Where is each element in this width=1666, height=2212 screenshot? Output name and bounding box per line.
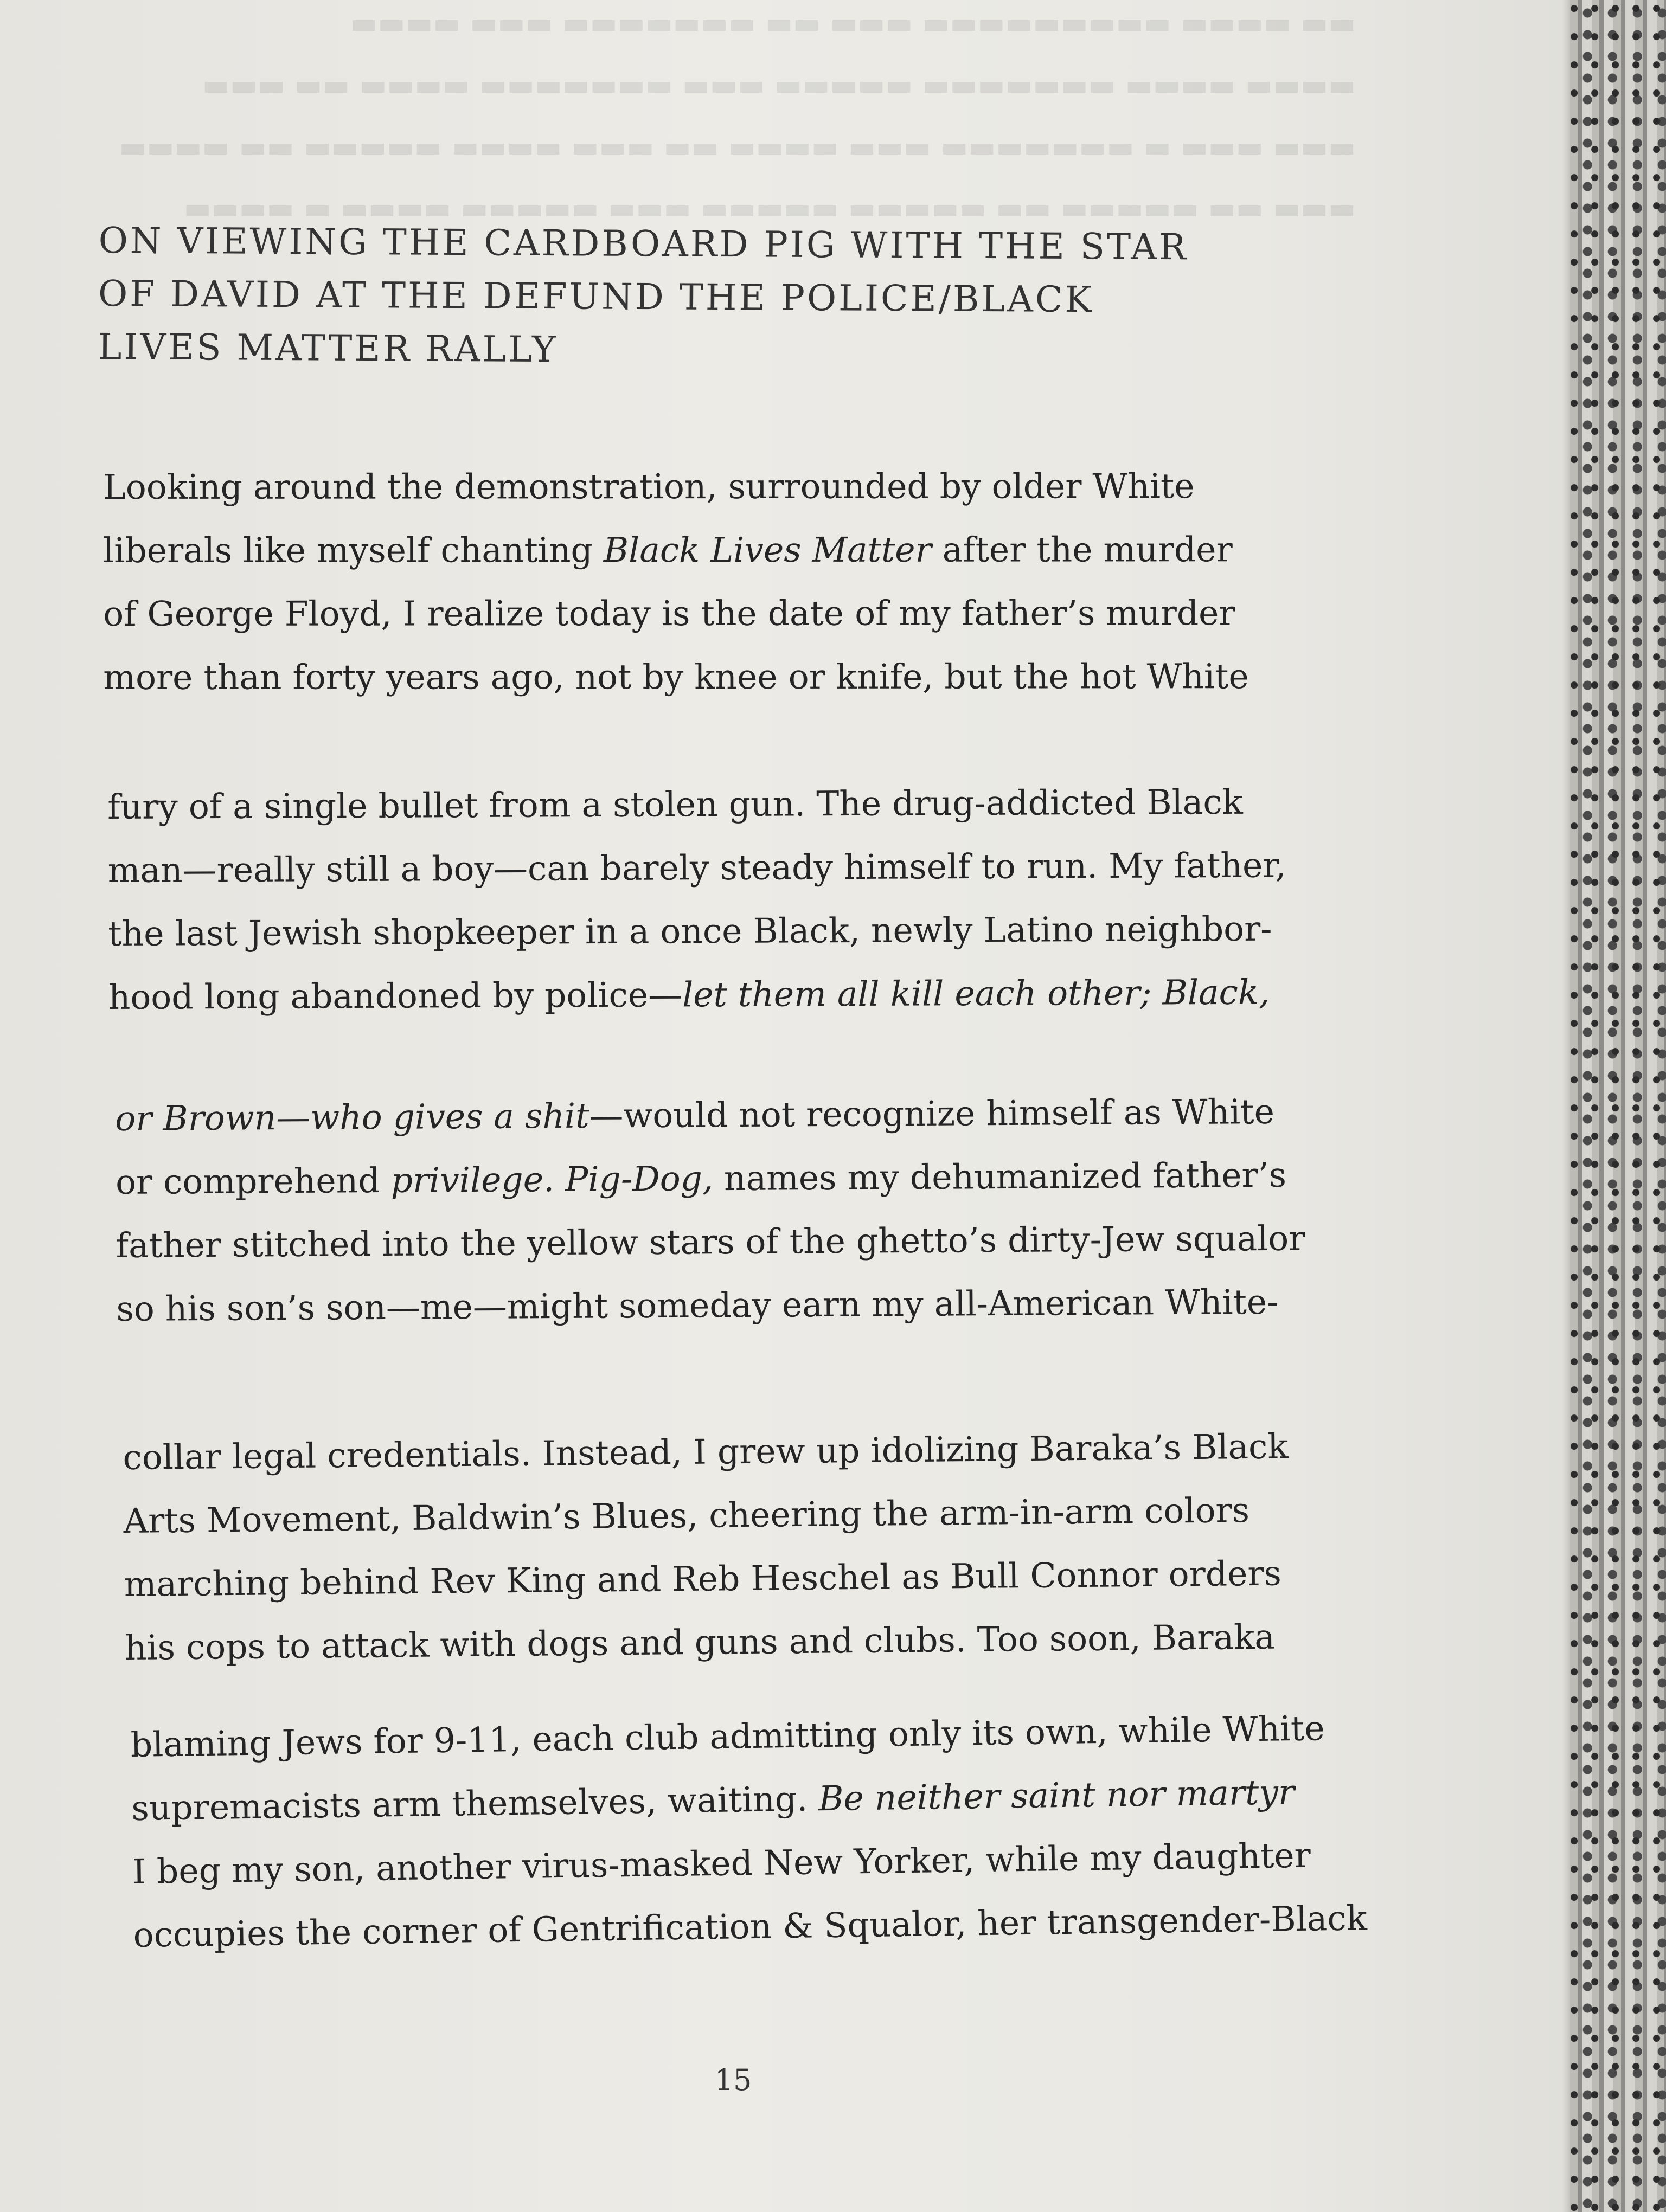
title-line: OF DAVID AT THE DEFUND THE POLICE/BLACK xyxy=(98,272,1094,321)
bleed-through-text: ▬▬ ▬▬▬▬ ▬▬▬▬▬▬▬▬▬ ▬▬▬ ▬▬ ▬▬▬▬▬▬▬ ▬▬▬ ▬▬▬▬ ▬▬▬▬ ▬▬▬▬ ▬▬▬▬▬▬▬ ▬▬▬▬▬ ▬▬▬ ▬▬▬▬▬▬▬ ▬▬▬▬ ▬▬ ▬▬▬ ▬▬▬ ▬▬▬ ▬ ▬▬▬▬▬▬▬ ▬▬▬ ▬▬▬▬ ▬▬ ▬▬▬ ▬▬▬▬ ▬▬▬▬▬ ▬▬ ▬▬▬▬ ▬▬▬ ▬▬ ▬▬▬▬▬ ▬▬ ▬▬▬▬▬ ▬▬▬▬▬ ▬▬▬ ▬▬▬▬▬ ▬▬▬▬ ▬ ▬▬▬▬ xyxy=(119,6,1356,226)
book-edge-pattern xyxy=(1570,0,1666,2212)
poem-line: I beg my son, another virus-masked New Yorker, while my daughter xyxy=(132,1835,1311,1892)
poem-line: more than forty years ago, not by knee or knife, but the hot White xyxy=(103,657,1249,697)
poem-line: the last Jewish shopkeeper in a once Black, newly Latino neighbor- xyxy=(108,909,1272,954)
text-run: supremacists arm themselves, waiting. xyxy=(131,1779,819,1828)
text-run: —would not recognize himself as White xyxy=(589,1091,1275,1136)
poem-line: fury of a single bullet from a stolen gun. The drug-addicted Black xyxy=(107,782,1244,827)
text-run: names my dehumanized father’s xyxy=(713,1155,1287,1199)
poem-line: collar legal credentials. Instead, I grew up idolizing Baraka’s Black xyxy=(123,1426,1289,1477)
text-run: after the murder xyxy=(931,530,1233,570)
italic-run: Black Lives Matter xyxy=(603,530,932,570)
poem-line: father stitched into the yellow stars of the ghetto’s dirty-Jew squalor xyxy=(116,1218,1305,1265)
page-number: 15 xyxy=(714,2063,752,2097)
italic-run: Be neither saint nor martyr xyxy=(818,1772,1295,1819)
title-line: LIVES MATTER RALLY xyxy=(98,325,558,371)
italic-run: privilege. Pig-Dog, xyxy=(390,1159,714,1200)
stanza-5 xyxy=(130,1696,1368,1967)
poem-line xyxy=(103,518,1323,582)
text-run: liberals like myself chanting xyxy=(103,530,604,570)
stanza-4 xyxy=(123,1414,1345,1680)
poem-line: his cops to attack with dogs and guns and clubs. Too soon, Baraka xyxy=(124,1617,1276,1668)
italic-run: or Brown—who gives a shit xyxy=(115,1096,589,1139)
poem-line: man—really still a boy—can barely steady himself to run. My father, xyxy=(107,845,1286,890)
stanza-3 xyxy=(115,1079,1337,1341)
poem-title xyxy=(98,214,1346,381)
poem-line: of George Floyd, I realize today is the date of my father’s murder xyxy=(103,593,1235,634)
poem-line xyxy=(115,1079,1336,1150)
stanza-2 xyxy=(107,770,1329,1029)
poem-line: so his son’s son—me—might someday earn my all-American White- xyxy=(116,1282,1279,1329)
poem-line: occupies the corner of Gentrification & Squalor, her transgender-Black xyxy=(133,1898,1368,1955)
text-run: hood long abandoned by police— xyxy=(108,975,683,1017)
text-run: or comprehend xyxy=(115,1160,391,1202)
poem-line: blaming Jews for 9-11, each club admitting only its own, while White xyxy=(130,1708,1325,1765)
poem-line xyxy=(108,960,1329,1029)
poem-line: marching behind Rev King and Reb Heschel as Bull Connor orders xyxy=(124,1553,1282,1604)
stanza-1 xyxy=(103,454,1323,709)
title-line: ON VIEWING THE CARDBOARD PIG WITH THE STAR xyxy=(98,219,1188,268)
italic-run: let them all kill each other; Black, xyxy=(682,972,1270,1015)
poem-line: Arts Movement, Baldwin’s Blues, cheering the arm-in-arm colors xyxy=(123,1490,1250,1541)
poem-line: Looking around the demonstration, surrounded by older White xyxy=(103,466,1195,507)
poem-line xyxy=(116,1143,1336,1214)
